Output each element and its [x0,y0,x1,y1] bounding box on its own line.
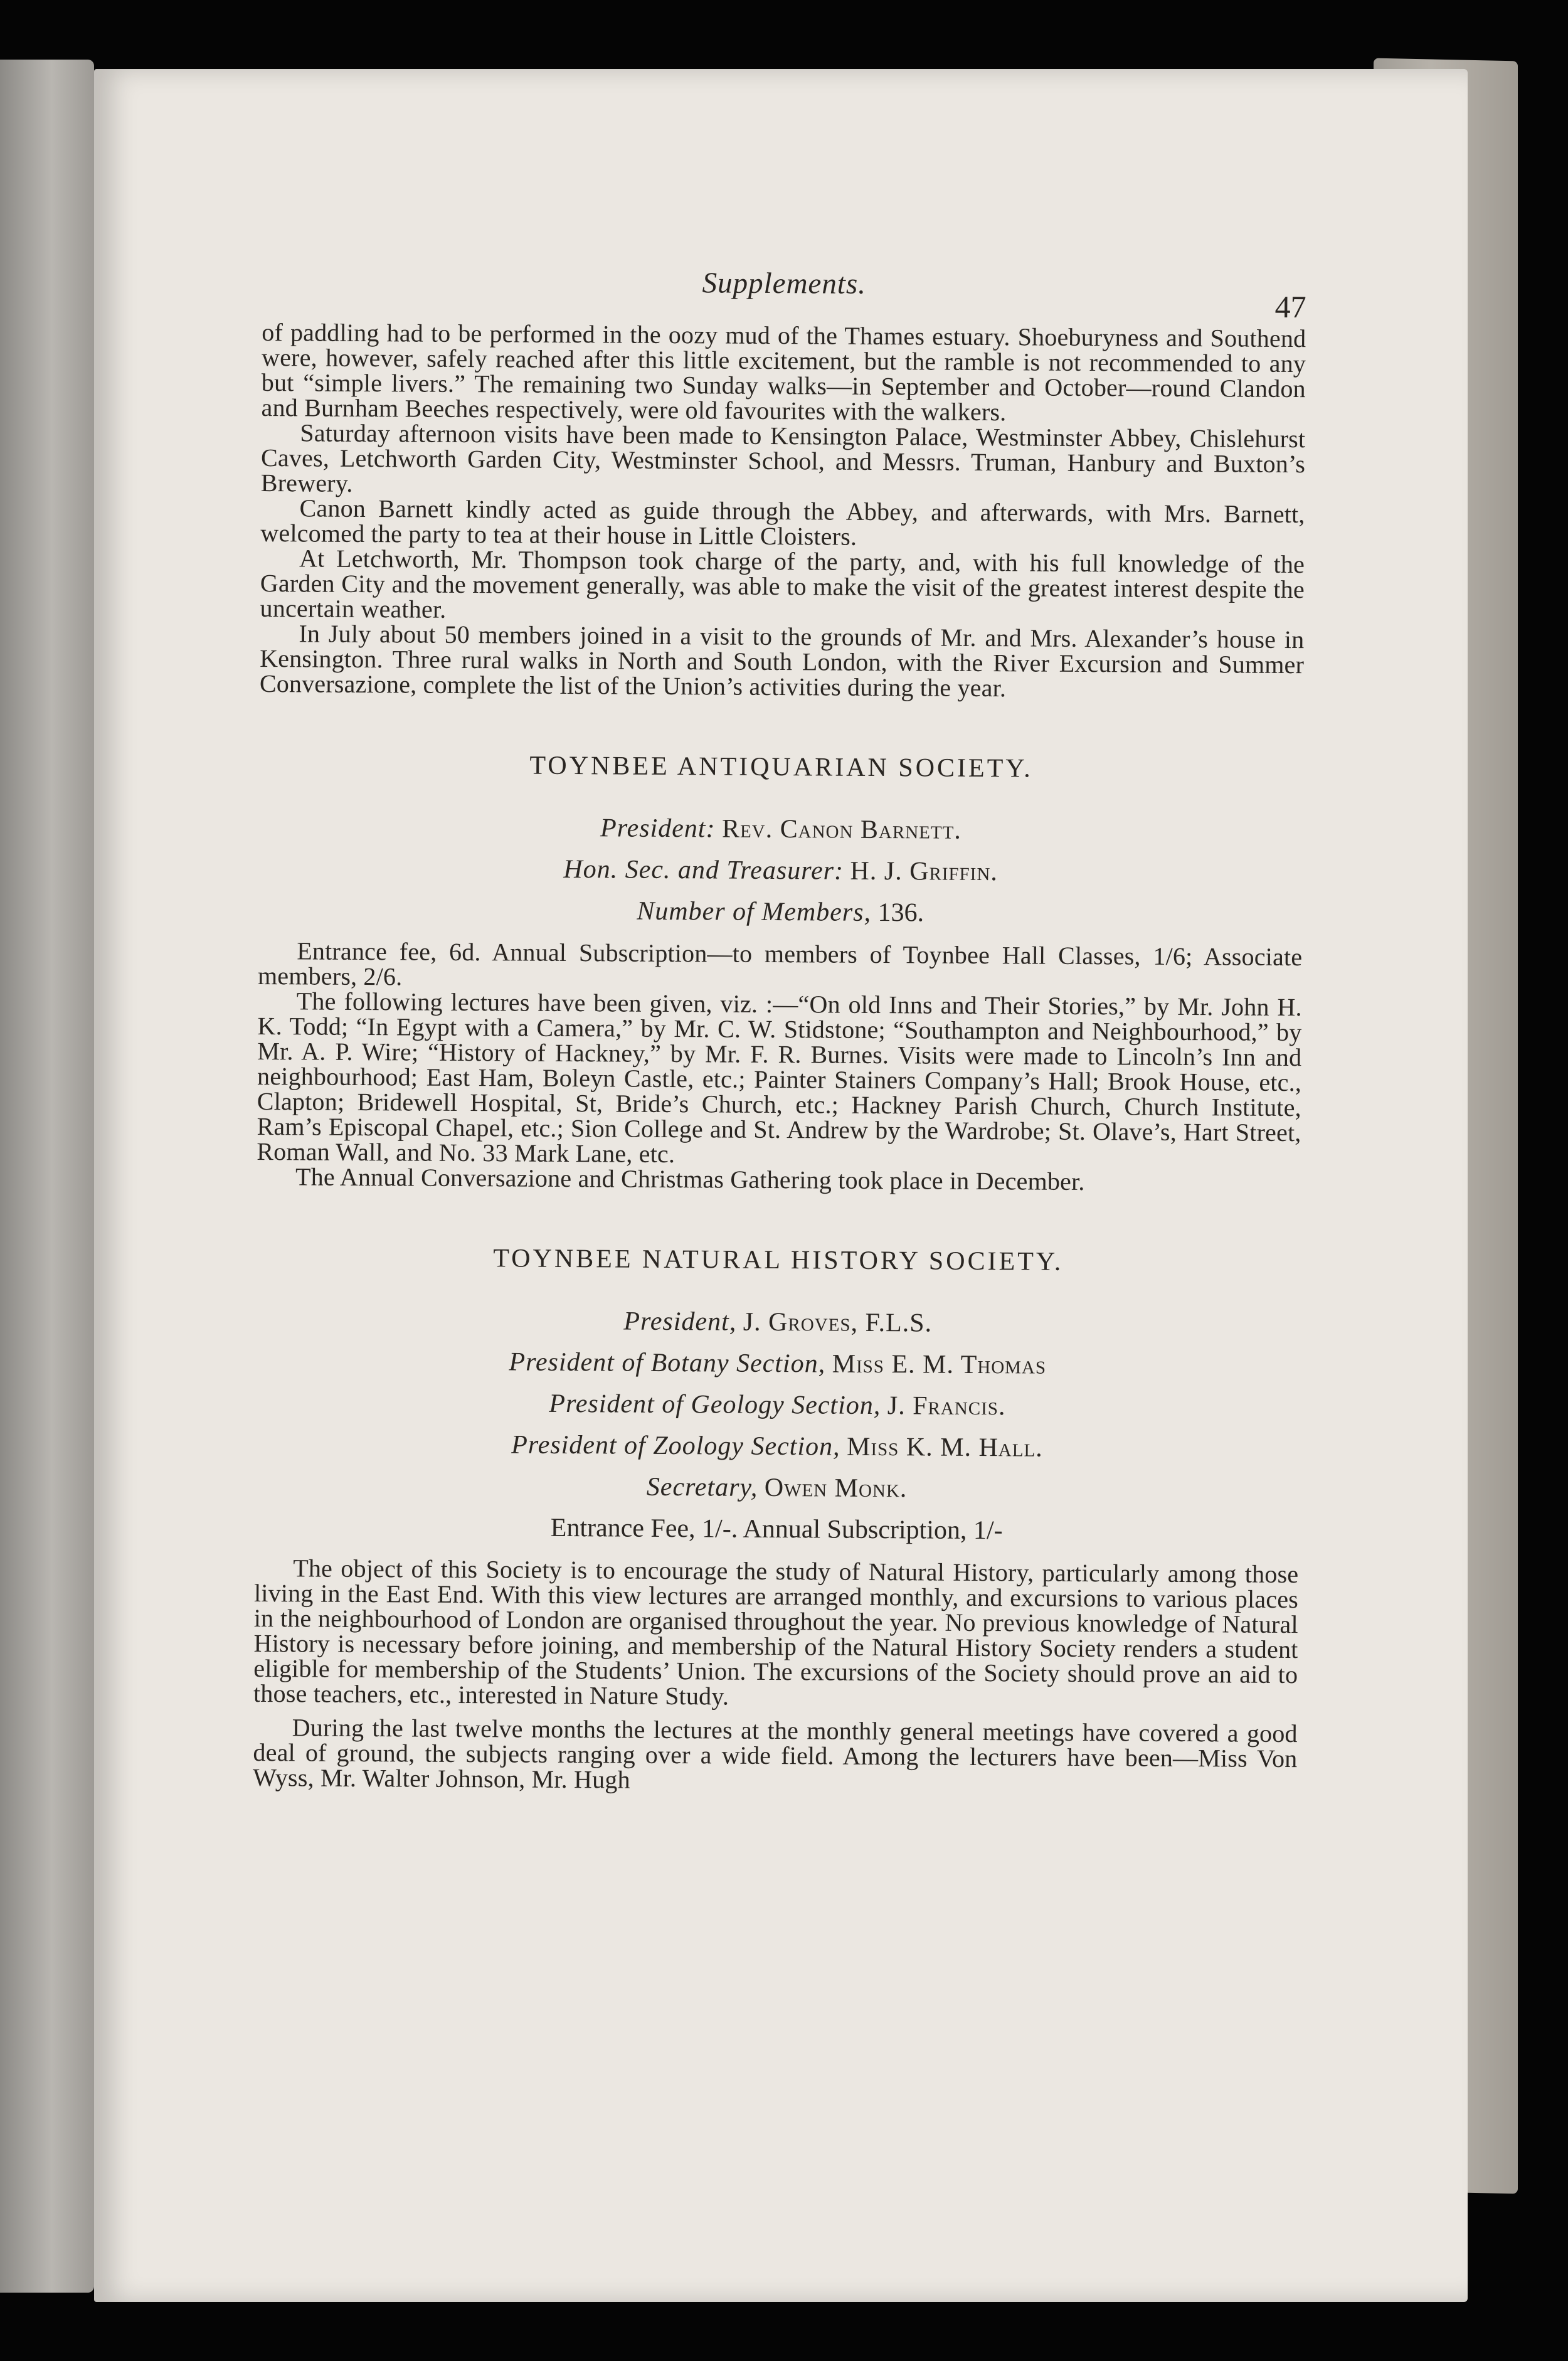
officer-role: Secretary, [646,1472,758,1502]
officer-role: Number of Members, [637,896,872,927]
paragraph: Entrance fee, 6d. Annual Subscription—to members of Toynbee Hall Classes, 1/6; Associate members, 2/6. [257,936,1303,991]
page-number: 47 [1274,289,1306,325]
officer-line [255,1464,1299,1512]
officer-line [256,1298,1300,1346]
officer-role: President of Geology Section, [549,1389,881,1421]
officer-name: H. J. Griffin. [850,856,999,887]
section-title-antiquarian: TOYNBEE ANTIQUARIAN SOCIETY. [529,751,1033,783]
officer-line [255,1423,1299,1470]
paragraph: Canon Barnett kindly acted as guide through the Abbey, and afterwards, with Mrs. Barnett, welcomed the party to tea at their house in Little Cloisters. [260,494,1305,551]
officer-role: Hon. Sec. and Treasurer: [563,854,844,886]
paragraph: The Annual Conversazione and Christmas Gathering took place in December. [295,1162,1085,1196]
officer-line [258,847,1303,894]
officer-role: President, [623,1307,737,1337]
left-page-edge [0,60,94,2293]
officer-role: President of Botany Section, [509,1347,826,1379]
officer-name: Owen Monk. [764,1473,908,1504]
officer-role: President of Zoology Section, [511,1430,840,1462]
paragraph: The object of this Society is to encourage the study of Natural History, particularly among those living in the East End. With this view lectures are arranged monthly, and excursions to various places in the neighbourhood of London are organised throughout the year. No previous knowledge of Natural History is necessary before joining, and membership of the Natural History Society renders a student eligible for membership of the Students’ Union. The excursions of the Society should prove an aid to those teachers, etc., interested in Nature Study. [253,1554,1299,1711]
paragraph: of paddling had to be performed in the oozy mud of the Thames estuary. Shoeburyness and Southend were, however, safely reached after this little excitement, but the ramble is not recommended to any but “simple livers.” The remaining two Sunday walks—in September and October—round Clandon and Burnham Beeches respectively, were old favourites with the walkers. [261,317,1306,427]
officer-name: Miss E. M. Thomas [832,1349,1047,1380]
paragraph: During the last twelve months the lectures at the monthly general meetings have covered a good deal of ground, the subjects ranging over a wide field. Among the lecturers have been—Miss Von Wyss, Mr. Walter Johnson, Mr. Hugh [253,1713,1298,1794]
officer-value: 136. [877,898,924,928]
paragraph: The following lectures have been given, viz. :—“On old Inns and Their Stories,” by Mr. John H. K. Todd; “In Egypt with a Camera,” by Mr. C. W. Stidstone; “Southampton and Neighbourhood,” by Mr. A. P. Wire; “History of Hackney,” by Mr. F. R. Burnes. Visits were made to Lincoln’s Inn and neighbourhood; East Ham, Boleyn Castle, etc.; Painter Stainers Company’s Hall; Brook House, etc., Clapton; Bridewell Hospital, St, Bride’s Church, etc.; Hackney Parish Church, Church Institute, Ram’s Episcopal Chapel, etc.; Sion College and St. Andrew by the Wardrobe; St. Olave’s, Hart Street, Roman Wall, and No. 33 Mark Lane, etc. [257,987,1302,1169]
paragraph: In July about 50 members joined in a visit to the grounds of Mr. and Mrs. Alexander’s house in Kensington. Three rural walks in North and South London, with the River Excursion and Summer Conversazione, complete the list of the Union’s activities during the year. [259,619,1305,703]
officer-name: Miss K. M. Hall. [846,1432,1043,1463]
paragraph: Saturday afternoon visits have been made to Kensington Palace, Westminster Abbey, Chislehurst Caves, Letchworth Garden City, Westminster School, and Messrs. Truman, Hanbury and Buxton’s Brewery. [260,418,1306,497]
officer-name: J. Groves, F.L.S. [743,1307,933,1338]
paragraph: At Letchworth, Mr. Thompson took charge of the party, and, with his full knowledge of the Garden City and the movement generally, was able to make the visit of the greatest interest despite the uncertain weather. [260,544,1305,623]
page-content [253,263,1306,1796]
officer-line [258,888,1303,936]
officer-line [258,805,1303,853]
officer-name: Rev. Canon Barnett. [721,814,962,845]
running-title: Supplements. [702,267,867,300]
officer-line [255,1340,1300,1387]
officer-line [255,1381,1300,1429]
officer-name: J. Francis. [887,1391,1006,1421]
fees-line: Entrance Fee, 1/-. Annual Subscription, 1/- [550,1513,1003,1546]
running-header [262,263,1306,326]
officer-role: President: [600,814,716,844]
section-title-natural-history: TOYNBEE NATURAL HISTORY SOCIETY. [493,1244,1064,1276]
